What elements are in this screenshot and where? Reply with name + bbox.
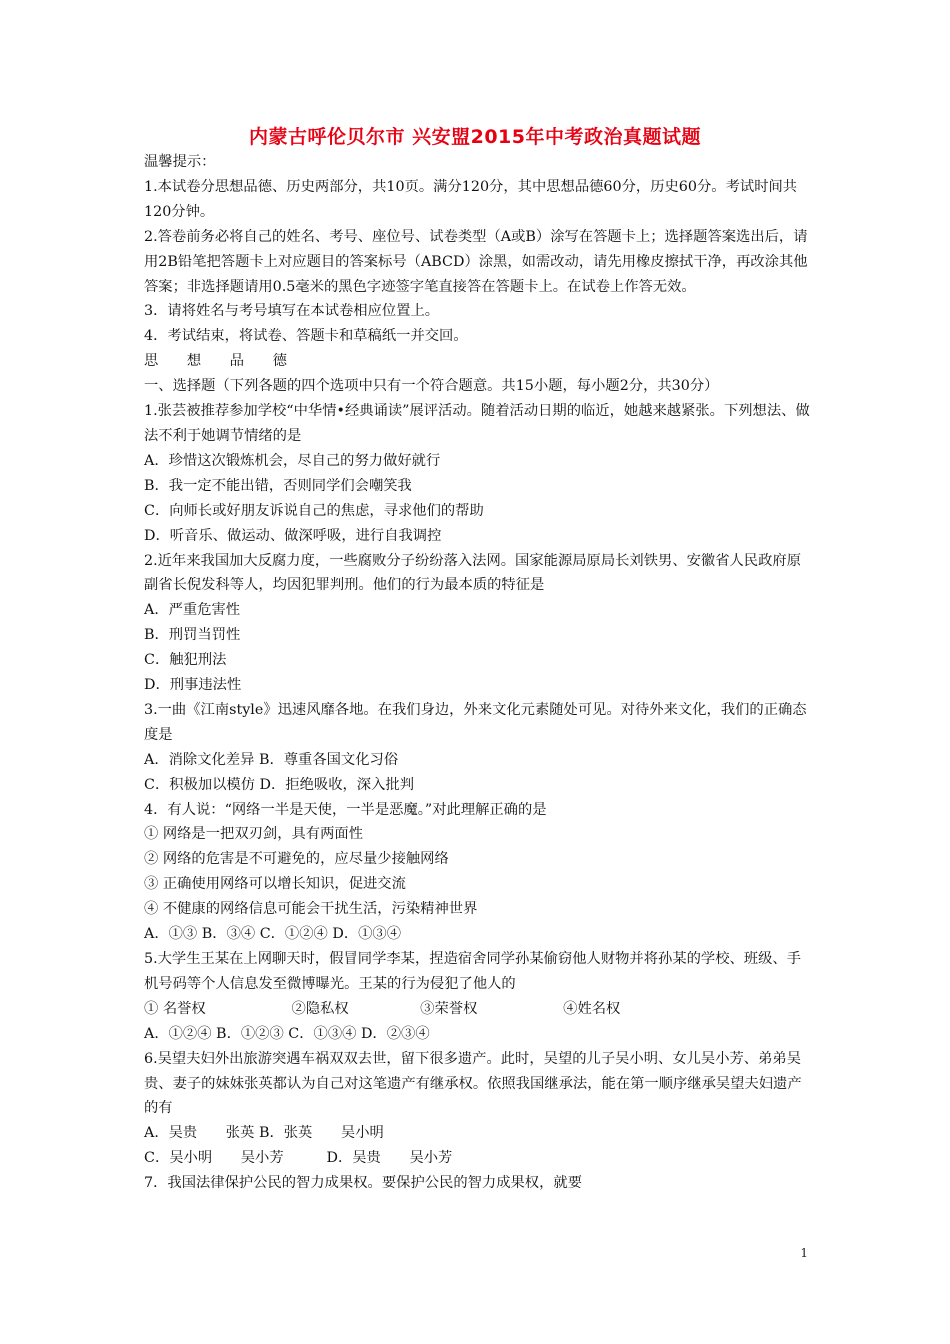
question-4: 4．有人说：“网络一半是天使，一半是恶魔。”对此理解正确的是 [144, 801, 547, 818]
q2-option-a: A．严重危害性 [144, 602, 241, 619]
q1-option-a: A．珍惜这次锻炼机会，尽自己的努力做好就行 [144, 452, 441, 469]
tip-4: 4．考试结束，将试卷、答题卡和草稿纸一并交回。 [144, 328, 468, 345]
q2-option-d: D．刑事违法性 [144, 677, 242, 694]
q6-options-ab: A．吴贵 张英 B．张英 吴小明 [144, 1125, 384, 1142]
tips-heading: 温馨提示： [144, 154, 216, 170]
tip-3: 3．请将姓名与考号填写在本试卷相应位置上。 [144, 303, 440, 320]
section-heading: 思 想 品 德 [144, 353, 287, 370]
q1-option-b: B．我一定不能出错，否则同学们会嘲笑我 [144, 477, 412, 494]
question-7: 7．我国法律保护公民的智力成果权。要保护公民的智力成果权，就要 [144, 1175, 582, 1192]
q4-statement-4: ④ 不健康的网络信息可能会干扰生活，污染精神世界 [144, 901, 478, 918]
q3-options-ab: A．消除文化差异 B．尊重各国文化习俗 [144, 751, 399, 768]
q5-statements: ① 名誉权 ②隐私权 ③荣誉权 ④姓名权 [144, 1000, 621, 1017]
q1-option-c: C．向师长或好朋友诉说自己的焦虑，寻求他们的帮助 [144, 502, 484, 519]
question-6: 6.吴望夫妇外出旅游突遇车祸双双去世，留下很多遗产。此时，吴望的儿子吴小明、女儿吴小芳、弟弟吴贵、妻子的妹妹张英都认为自己对这笔遗产有继承权。依照我国继承法，能在第一顺序继承吴望夫妇遗产的有 [144, 1050, 802, 1117]
question-1: 1.张芸被推荐参加学校“中华情•经典诵读”展评活动。随着活动日期的临近，她越来越紧张。下列想法、做法不利于她调节情绪的是 [144, 403, 810, 444]
q4-statement-2: ② 网络的危害是不可避免的，应尽量少接触网络 [144, 851, 449, 868]
q1-option-d: D．听音乐、做运动、做深呼吸，进行自我调控 [144, 527, 442, 544]
q2-option-c: C．触犯刑法 [144, 652, 227, 669]
exam-body [144, 150, 812, 1196]
page-number: 1 [800, 1246, 808, 1260]
question-3: 3.一曲《江南style》迅速风靡各地。在我们身边，外来文化元素随处可见。对待外来文化，我们的正确态度是 [144, 701, 807, 743]
q4-options: A．①③ B．③④ C．①②④ D．①③④ [144, 926, 402, 943]
q3-options-cd: C．积极加以模仿 D．拒绝吸收，深入批判 [144, 776, 414, 793]
question-5: 5.大学生王某在上网聊天时，假冒同学李某，捏造宿舍同学孙某偷窃他人财物并将孙某的学校、班级、手机号码等个人信息发至微博曝光。王某的行为侵犯了他人的 [144, 951, 801, 992]
exam-title: 内蒙古呼伦贝尔市 兴安盟2015年中考政治真题试题 [249, 126, 701, 148]
q6-options-cd: C．吴小明 吴小芳 D．吴贵 吴小芳 [144, 1150, 453, 1167]
q4-statement-3: ③ 正确使用网络可以增长知识，促进交流 [144, 876, 406, 893]
tip-1: 1.本试卷分思想品德、历史两部分，共10页。满分120分，其中思想品德60分，历史60分。考试时间共120分钟。 [144, 178, 798, 220]
q4-statement-1: ① 网络是一把双刃剑，具有两面性 [144, 826, 363, 843]
part-one-heading: 一、选择题（下列各题的四个选项中只有一个符合题意。共15小题，每小题2分，共30分） [144, 378, 719, 395]
tip-2: 2.答卷前务必将自己的姓名、考号、座位号、试卷类型（A或B）涂写在答题卡上；选择题答案选出后，请用2B铅笔把答题卡上对应题目的答案标号（ABCD）涂黑，如需改动，请先用橡皮擦拭干净，再改涂其他答案；非选择题请用0.5毫米的黑色字迹签字笔直接答在答题卡上。在试卷上作答无效。 [144, 228, 808, 295]
question-2: 2.近年来我国加大反腐力度，一些腐败分子纷纷落入法网。国家能源局原局长刘铁男、安徽省人民政府原副省长倪发科等人，均因犯罪判刑。他们的行为最本质的特征是 [144, 552, 801, 594]
q2-option-b: B．刑罚当罚性 [144, 627, 241, 644]
q5-options: A．①②④ B．①②③ C．①③④ D．②③④ [144, 1025, 430, 1042]
